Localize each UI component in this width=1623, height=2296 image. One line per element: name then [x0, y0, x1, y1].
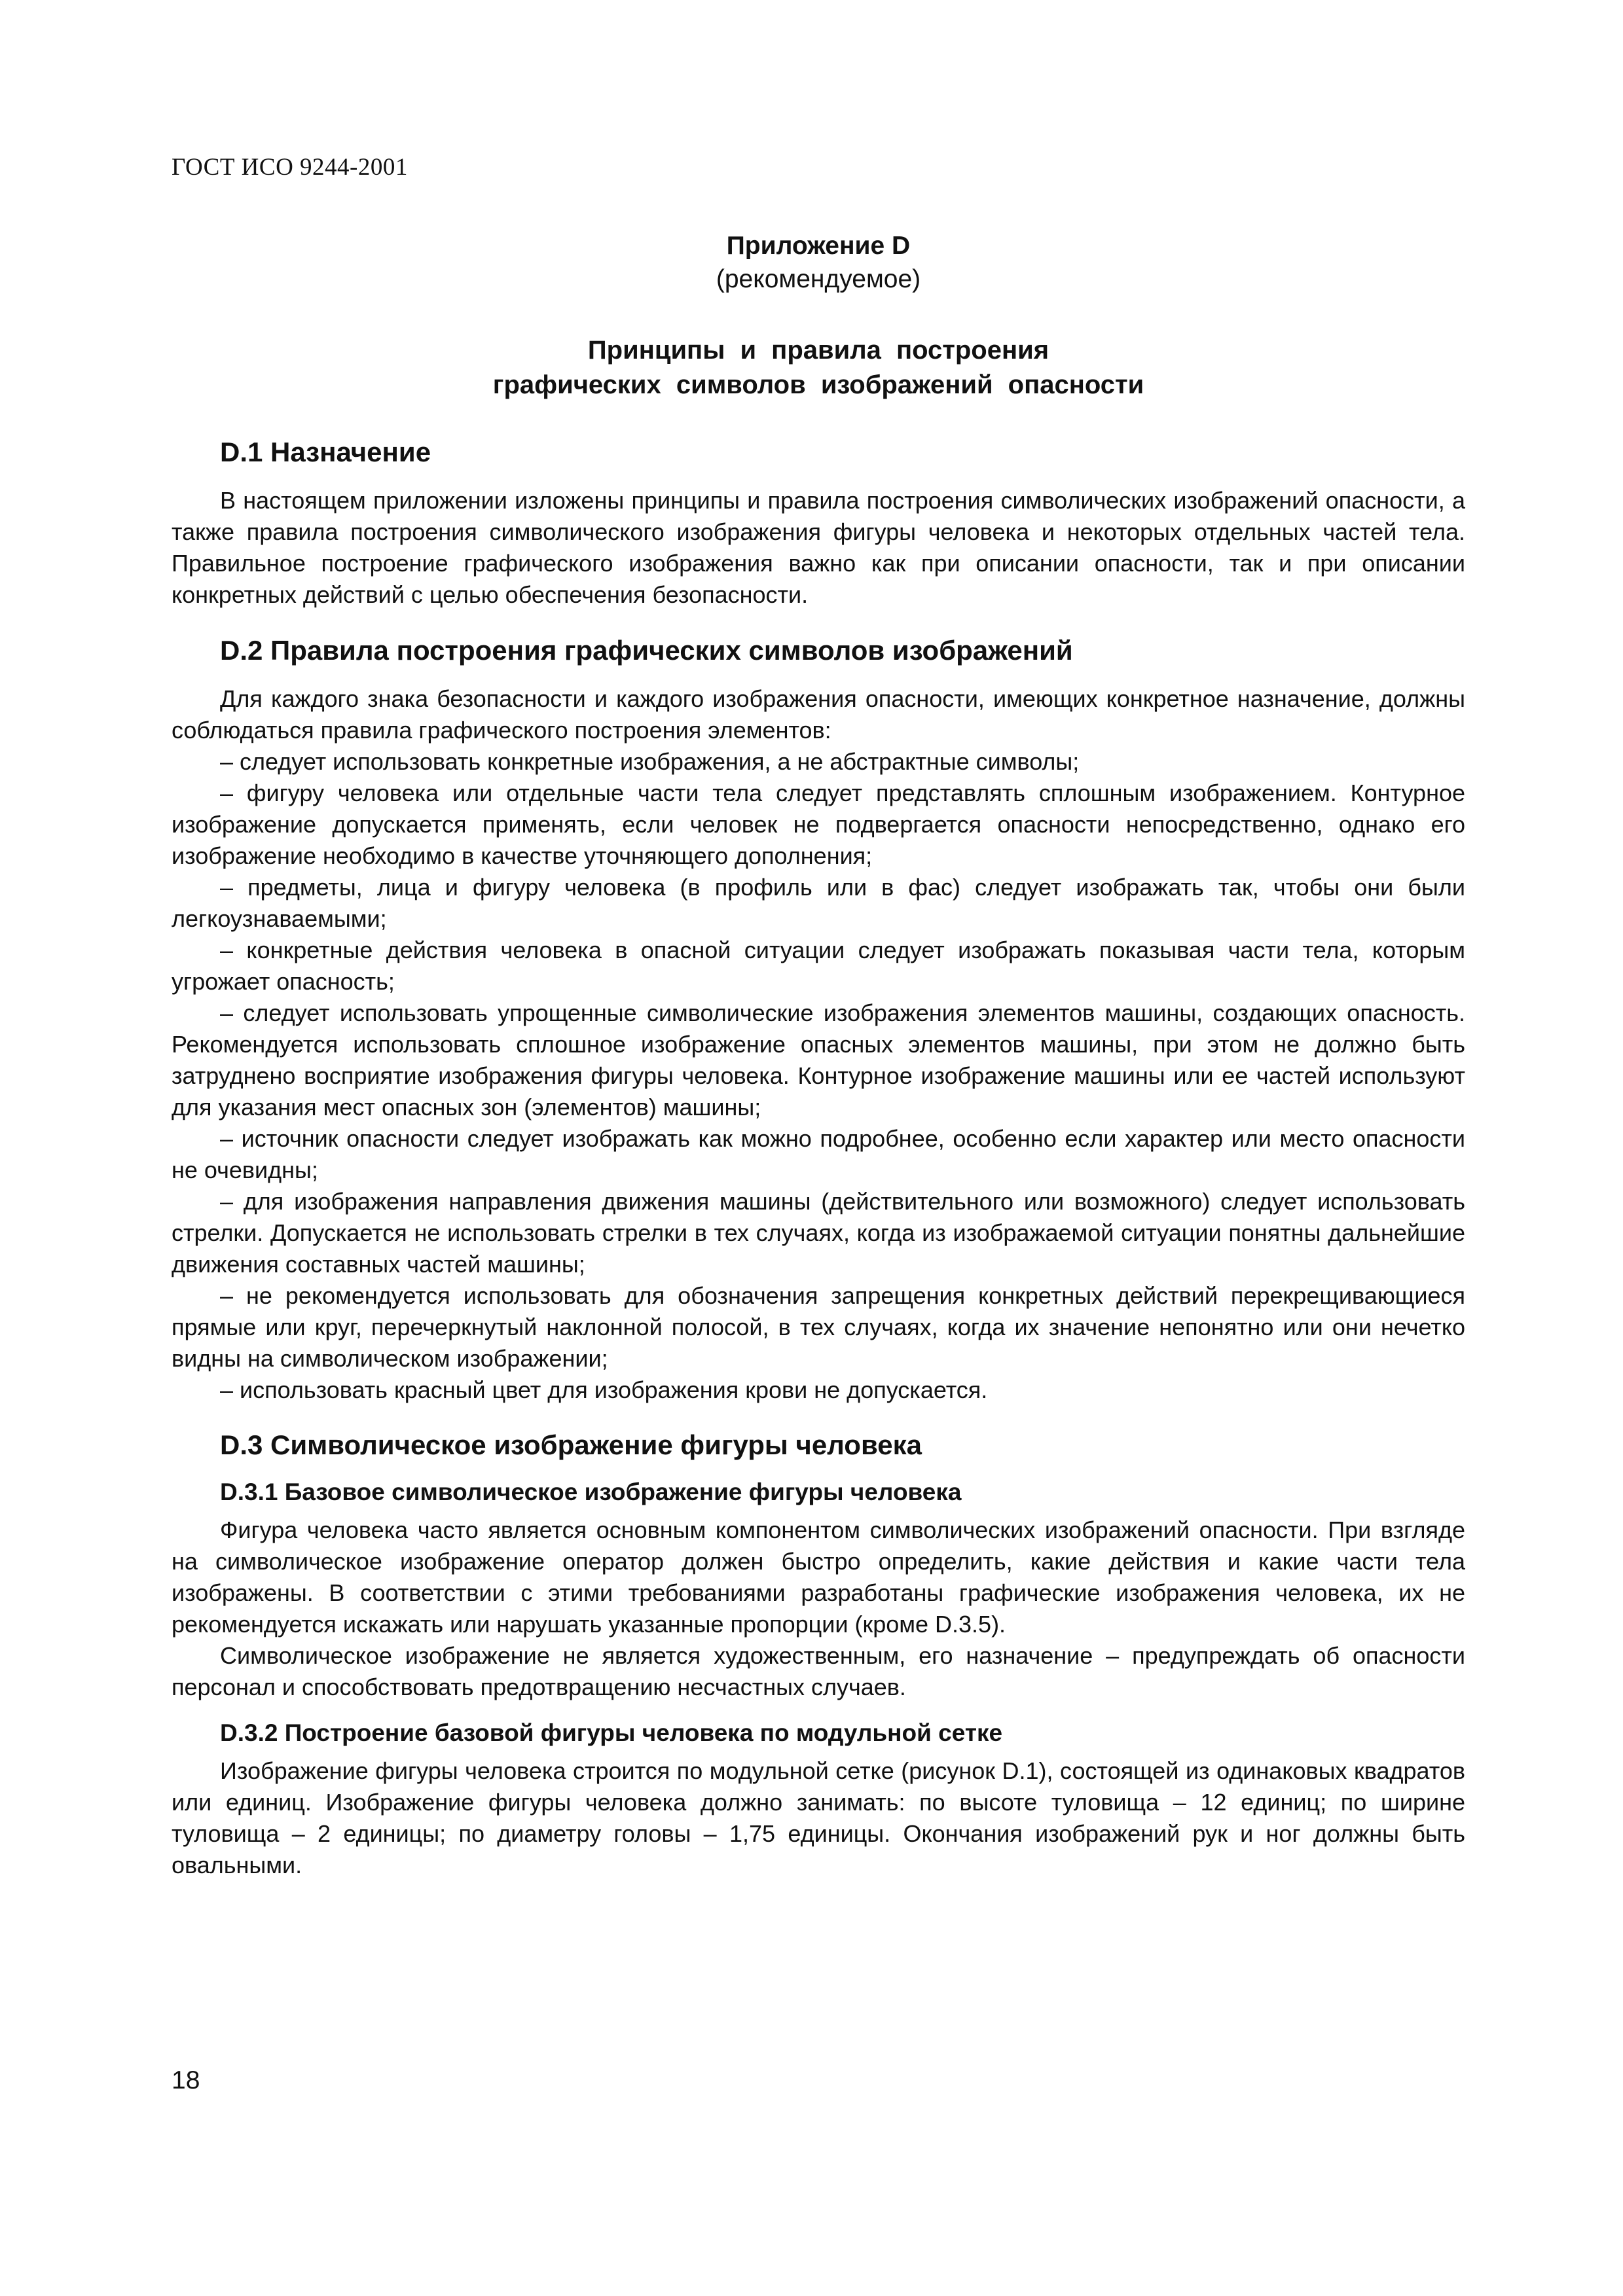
section-d31-heading: D.3.1 Базовое символическое изображение фигуры человека: [220, 1479, 962, 1505]
rule-item: – источник опасности следует изображать как можно подробнее, особенно если характер или место опасности не очевидны;: [172, 1125, 1465, 1183]
section-d1-heading: D.1 Назначение: [220, 437, 431, 467]
annex-title: Приложение D: [726, 232, 911, 260]
annex-heading: [172, 229, 1465, 296]
section-d2-intro: Для каждого знака безопасности и каждого изображения опасности, имеющих конкретное назначение, должны соблюдаться правила графического построения элементов:: [172, 685, 1465, 744]
annex-status: (рекомендуемое): [716, 265, 921, 293]
rule-item: – не рекомендуется использовать для обозначения запрещения конкретных действий перекрещивающиеся прямые или круг, перечеркнутый наклонной полосой, в тех случаях, когда их значение непонятно или они нечетко видны на символическом изображении;: [172, 1282, 1465, 1372]
section-d32-paragraph-1: Изображение фигуры человека строится по модульной сетке (рисунок D.1), состоящей из одинаковых квадратов или единиц. Изображение фигуры человека должно занимать: по высоте туловища – 12 единиц; по ширине туловища – 2 единицы; по диаметру головы – 1,75 единицы. Окончания изображений рук и ног должны быть овальными.: [172, 1757, 1465, 1878]
rule-item: – следует использовать конкретные изображения, а не абстрактные символы;: [220, 748, 1080, 775]
document-page: [172, 0, 1465, 2296]
rule-item: – предметы, лица и фигуру человека (в профиль или в фас) следует изображать так, чтобы они были легкоузнаваемыми;: [172, 874, 1465, 932]
document-code: ГОСТ ИСО 9244-2001: [172, 154, 408, 181]
rule-item: – для изображения направления движения машины (действительного или возможного) следует использовать стрелки. Допускается не использовать стрелки в тех случаях, когда из изображаемой ситуации понятны дальнейшие движения составных частей машины;: [172, 1188, 1465, 1278]
document-title-line-2: графических символов изображений опасности: [492, 370, 1144, 399]
section-d32-heading: D.3.2 Построение базовой фигуры человека по модульной сетке: [220, 1719, 1003, 1746]
rule-item: – конкретные действия человека в опасной ситуации следует изображать показывая части тела, которым угрожает опасность;: [172, 937, 1465, 995]
document-title: [172, 333, 1465, 403]
page-number: 18: [172, 2066, 200, 2094]
section-d31-paragraph-2: Символическое изображение не является художественным, его назначение – предупреждать об опасности персонал и способствовать предотвращению несчастных случаев.: [172, 1642, 1465, 1700]
section-d3-heading: D.3 Символическое изображение фигуры человека: [220, 1429, 922, 1460]
section-d31-paragraph-1: Фигура человека часто является основным компонентом символических изображений опасности. При взгляде на символическое изображение оператор должен быстро определить, какие действия и какие части тела изображены. В соответствии с этими требованиями разработаны графические изображения человека, их не рекомендуется искажать или нарушать указанные пропорции (кроме D.3.5).: [172, 1516, 1465, 1638]
section-d2-heading: D.2 Правила построения графических символов изображений: [220, 635, 1073, 666]
rule-item: – фигуру человека или отдельные части тела следует представлять сплошным изображением. Контурное изображение допускается применять, если человек не подвергается опасности непосредственно, однако его изображение необходимо в качестве уточняющего дополнения;: [172, 780, 1465, 869]
document-title-line-1: Принципы и правила построения: [587, 336, 1049, 365]
section-d1-text: В настоящем приложении изложены принципы и правила построения символических изображений опасности, а также правила построения символического изображения фигуры человека и некоторых отдельных частей тела. Правильное построение графического изображения важно как при описании опасности, так и при описании конкретных действий с целью обеспечения безопасности.: [172, 487, 1465, 608]
document-body: [172, 435, 1465, 1881]
rule-item: – следует использовать упрощенные символические изображения элементов машины, создающих опасность. Рекомендуется использовать сплошное изображение опасных элементов машины, при этом не должно быть затруднено восприятие изображения фигуры человека. Контурное изображение машины или ее частей используют для указания мест опасных зон (элементов) машины;: [172, 999, 1465, 1121]
rule-item: – использовать красный цвет для изображения крови не допускается.: [220, 1376, 988, 1403]
